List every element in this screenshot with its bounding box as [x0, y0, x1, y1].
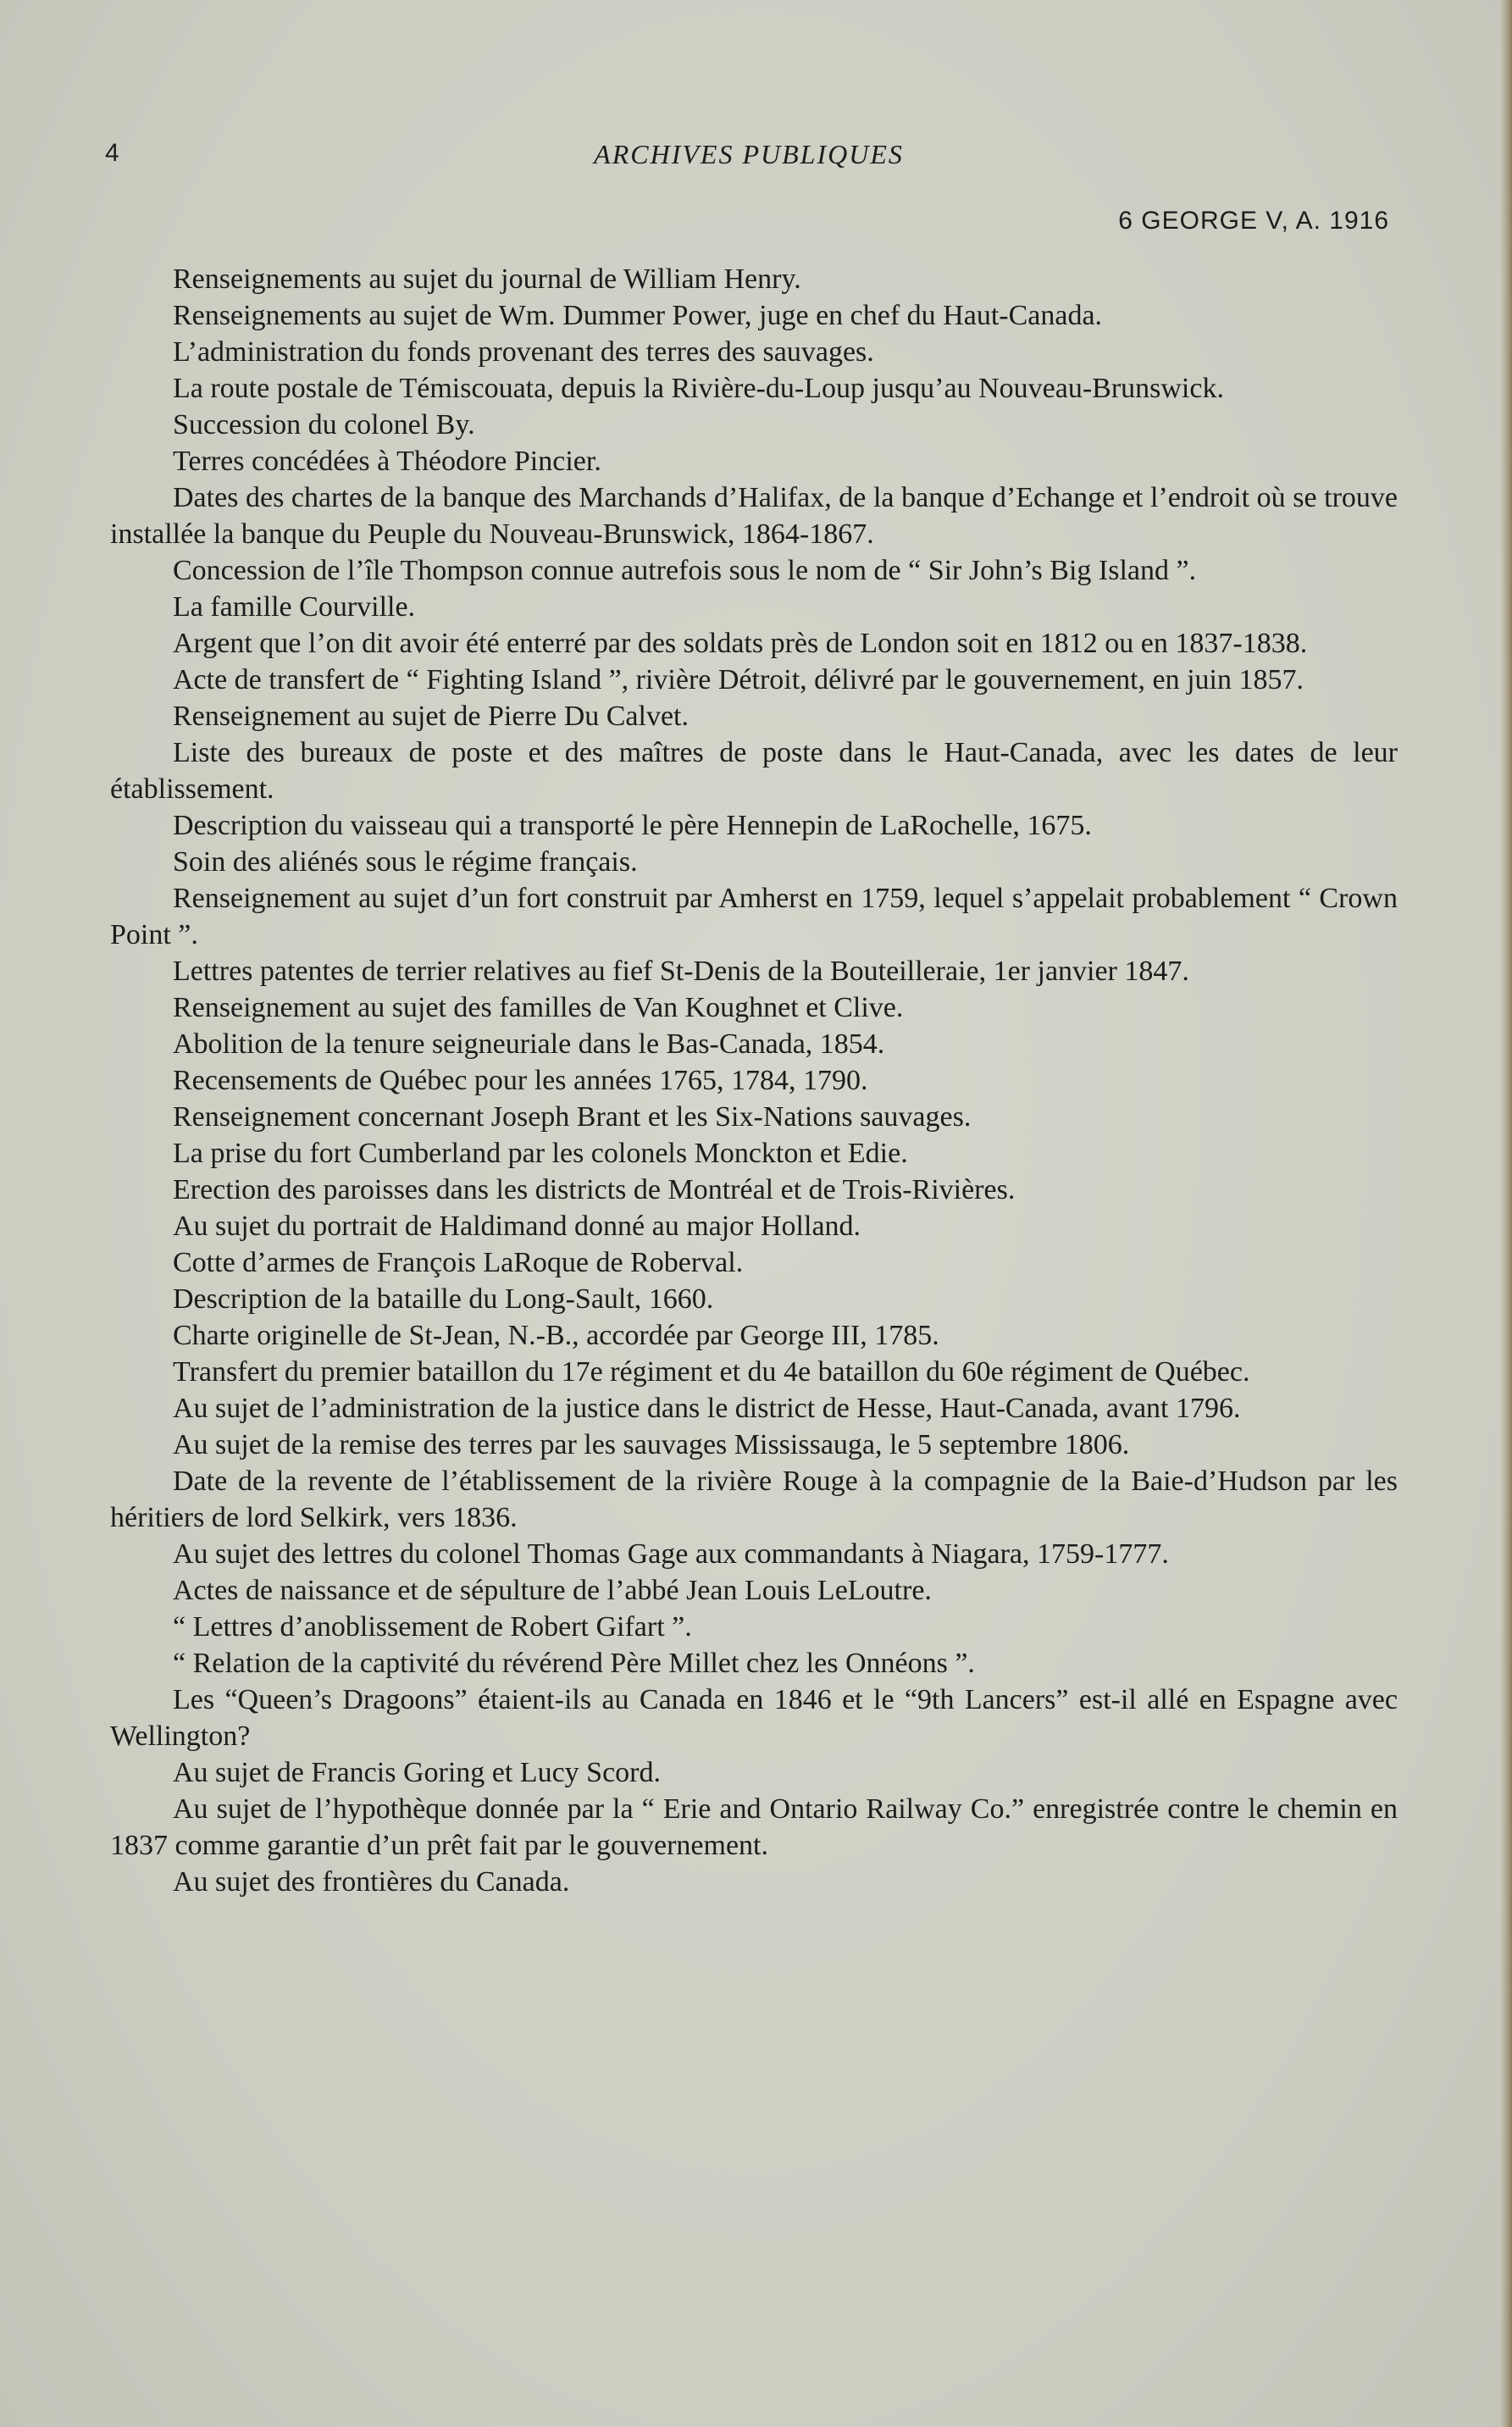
list-entry: Renseignement au sujet d’un fort construit par Amherst en 1759, lequel s’appelait probablement “ Crown Point ”. [110, 883, 1398, 950]
list-entry: Les “Queen’s Dragoons” étaient-ils au Canada en 1846 et le “9th Lancers” est-il allé en Espagne avec Wellington? [110, 1684, 1398, 1752]
list-entry: Date de la revente de l’établissement de la rivière Rouge à la compagnie de la Baie-d’Hudson par les héritiers de lord Selkirk, vers 1836. [110, 1466, 1398, 1533]
list-entry: Actes de naissance et de sépulture de l’abbé Jean Louis LeLoutre. [173, 1575, 932, 1606]
list-entry: Renseignement au sujet des familles de Van Koughnet et Clive. [173, 992, 904, 1023]
list-entry: Succession du colonel By. [173, 409, 475, 441]
page-edge [1500, 0, 1512, 2427]
list-entry: Transfert du premier bataillon du 17e régiment et du 4e bataillon du 60e régiment de Québec. [173, 1356, 1250, 1388]
entry-list [110, 261, 1398, 1900]
page-header [105, 139, 1393, 181]
list-entry: Renseignement au sujet de Pierre Du Calvet. [173, 701, 689, 732]
list-entry: Concession de l’île Thompson connue autrefois sous le nom de “ Sir John’s Big Island ”. [173, 555, 1197, 586]
list-entry: Liste des bureaux de poste et des maîtres de poste dans le Haut-Canada, avec les dates de leur établissement. [110, 737, 1398, 805]
list-entry: Charte originelle de St-Jean, N.-B., accordée par George III, 1785. [173, 1320, 939, 1351]
list-entry: Cotte d’armes de François LaRoque de Roberval. [173, 1247, 744, 1278]
list-entry: La prise du fort Cumberland par les colonels Monckton et Edie. [173, 1138, 908, 1169]
list-entry: Abolition de la tenure seigneuriale dans le Bas-Canada, 1854. [173, 1028, 885, 1060]
list-entry: Dates des chartes de la banque des Marchands d’Halifax, de la banque d’Echange et l’endroit où se trouve installée la banque du Peuple du Nouveau-Brunswick, 1864-1867. [110, 482, 1398, 550]
list-entry: Au sujet de l’administration de la justice dans le district de Hesse, Haut-Canada, avant 1796. [173, 1393, 1241, 1424]
session-reference: 6 GEORGE V, A. 1916 [1118, 207, 1389, 235]
list-entry: La route postale de Témiscouata, depuis la Rivière-du-Loup jusqu’au Nouveau-Brunswick. [173, 373, 1224, 404]
list-entry: Description de la bataille du Long-Sault, 1660. [173, 1283, 714, 1315]
list-entry: Au sujet du portrait de Haldimand donné au major Holland. [173, 1211, 861, 1242]
page-number: 4 [105, 139, 119, 167]
list-entry: La famille Courville. [173, 591, 416, 623]
list-entry: Recensements de Québec pour les années 1765, 1784, 1790. [173, 1065, 868, 1096]
list-entry: Renseignement concernant Joseph Brant et les Six-Nations sauvages. [173, 1101, 972, 1133]
list-entry: Au sujet de l’hypothèque donnée par la “ Erie and Ontario Railway Co.” enregistrée contre le chemin en 1837 comme garantie d’un prêt fait par le gouvernement. [110, 1793, 1398, 1861]
list-entry: Au sujet de la remise des terres par les sauvages Mississauga, le 5 septembre 1806. [173, 1429, 1130, 1460]
list-entry: Erection des paroisses dans les districts de Montréal et de Trois-Rivières. [173, 1174, 1016, 1205]
list-entry: Terres concédées à Théodore Pincier. [173, 446, 601, 477]
list-entry: Renseignements au sujet du journal de William Henry. [173, 263, 801, 295]
list-entry: Renseignements au sujet de Wm. Dummer Power, juge en chef du Haut-Canada. [173, 300, 1103, 331]
list-entry: L’administration du fonds provenant des terres des sauvages. [173, 336, 874, 368]
list-entry: Au sujet des frontières du Canada. [173, 1866, 570, 1898]
list-entry: Acte de transfert de “ Fighting Island ”, rivière Détroit, délivré par le gouvernement, en juin 1857. [173, 664, 1304, 695]
list-entry: Au sujet de Francis Goring et Lucy Scord. [173, 1757, 661, 1788]
list-entry: Lettres patentes de terrier relatives au fief St-Denis de la Bouteilleraie, 1er janvier 1847. [173, 956, 1189, 987]
list-entry: Au sujet des lettres du colonel Thomas Gage aux commandants à Niagara, 1759-1777. [173, 1538, 1169, 1570]
list-entry: Argent que l’on dit avoir été enterré par des soldats près de London soit en 1812 ou en 1837-1838. [173, 628, 1308, 659]
list-entry: “ Relation de la captivité du révérend Père Millet chez les Onnéons ”. [173, 1648, 975, 1679]
running-title: ARCHIVES PUBLIQUES [594, 139, 904, 169]
list-entry: Description du vaisseau qui a transporté le père Hennepin de LaRochelle, 1675. [173, 810, 1092, 841]
list-entry: “ Lettres d’anoblissement de Robert Gifart ”. [173, 1611, 692, 1643]
list-entry: Soin des aliénés sous le régime français. [173, 846, 638, 878]
